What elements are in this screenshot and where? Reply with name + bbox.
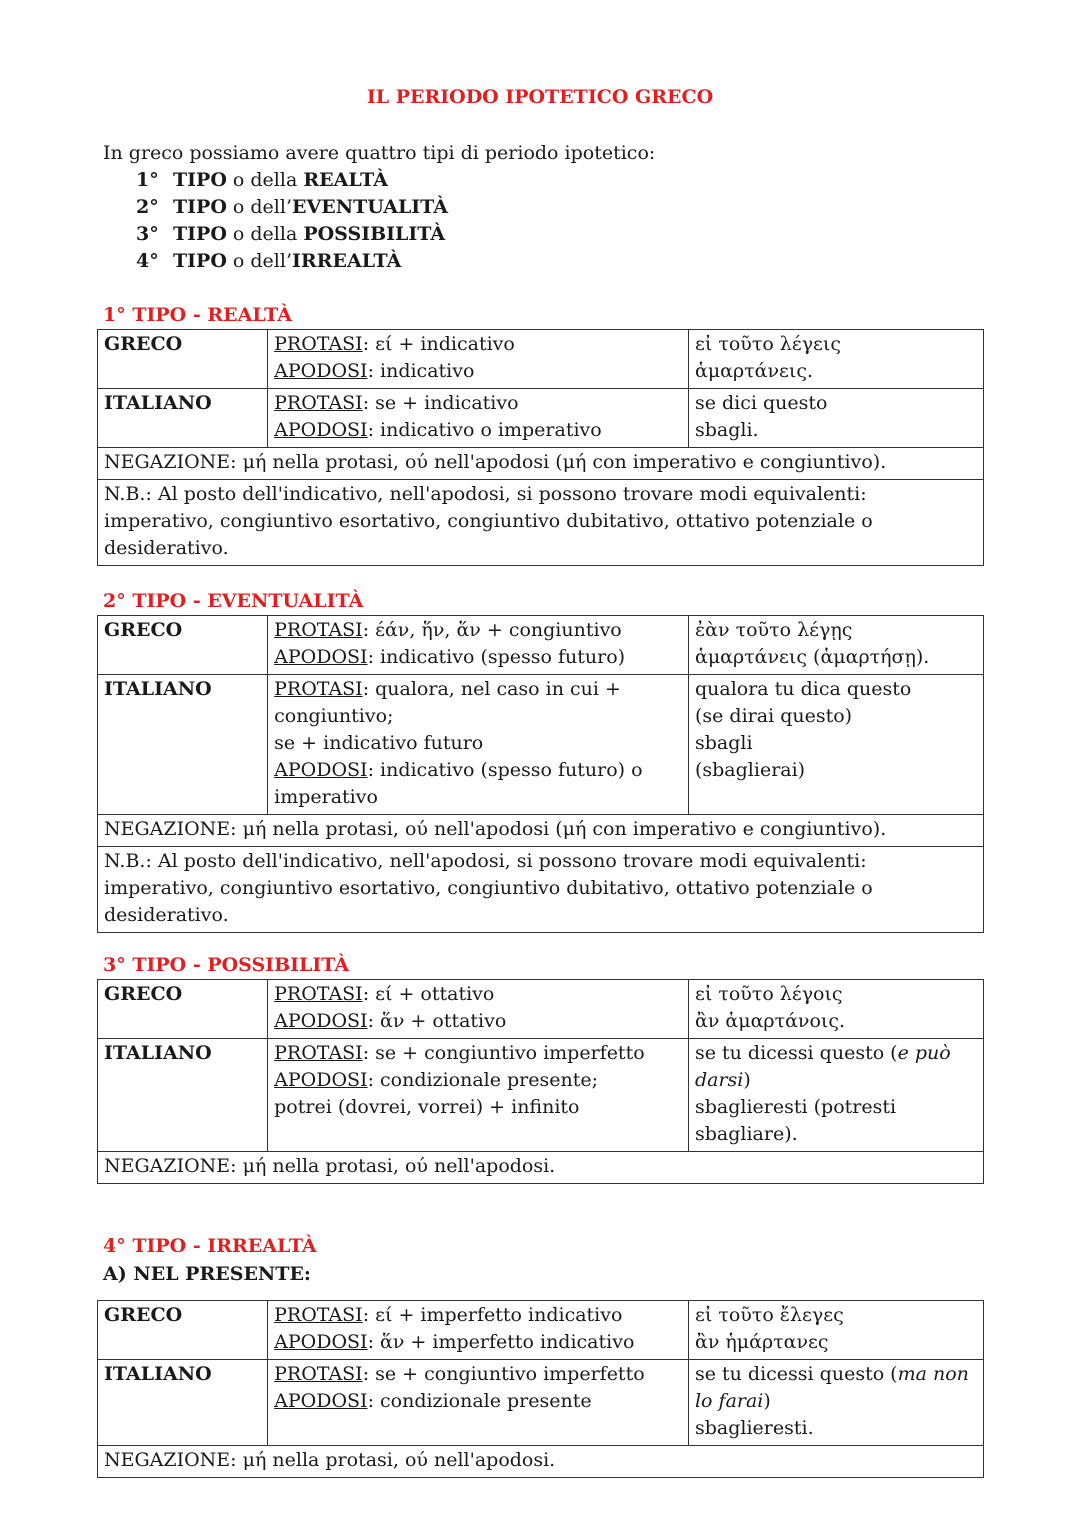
rule-text: : εί + ottativo	[362, 983, 495, 1005]
section-title-possibilita: 3° TIPO - POSSIBILITÀ	[103, 954, 350, 976]
lang-cell: GRECO	[98, 330, 268, 389]
example-line: sbaglieresti.	[694, 1417, 814, 1439]
rule-text: : indicativo (spesso futuro) o imperativo	[274, 759, 643, 808]
table-eventualita	[97, 615, 984, 933]
list-tipo: TIPO	[173, 250, 227, 272]
section-title-eventualita: 2° TIPO - EVENTUALITÀ	[103, 590, 364, 612]
example-line: ἐὰν τοῦτο λέγῃς	[694, 619, 853, 641]
apodosi-label: APODOSI	[274, 1390, 368, 1412]
table-row	[98, 1446, 984, 1478]
example-line: ἂν ἁμαρτάνοις.	[694, 1010, 846, 1032]
protasi-label: PROTASI	[274, 1304, 363, 1326]
example-line: (se dirai questo)	[694, 705, 853, 727]
example-line: qualora tu dica questo	[694, 678, 912, 700]
rule-text: potrei (dovrei, vorrei) + infinito	[274, 1096, 580, 1118]
protasi-label: PROTASI	[274, 333, 363, 355]
list-name: POSSIBILITÀ	[303, 223, 446, 245]
rule-cell	[268, 389, 689, 448]
lang-cell: ITALIANO	[98, 1360, 268, 1446]
example-line: se tu dicessi questo (ma non lo farai)	[694, 1363, 969, 1412]
nb-cell: N.B.: Al posto dell'indicativo, nell'apodosi, si possono trovare modi equivalenti: imperativo, congiuntivo esortativo, congiuntivo dubitativo, ottativo potenziale o desiderativo.	[98, 847, 984, 933]
intro-lead: In greco possiamo avere quattro tipi di periodo ipotetico:	[103, 142, 656, 164]
rule-text: : condizionale presente;	[367, 1069, 599, 1091]
protasi-label: PROTASI	[274, 983, 363, 1005]
table-realta	[97, 329, 984, 566]
table-row	[98, 480, 984, 566]
rule-cell	[268, 616, 689, 675]
list-tipo: TIPO	[173, 196, 227, 218]
italic-note: e può darsi	[694, 1042, 951, 1091]
lang-cell: GRECO	[98, 1301, 268, 1360]
rule-text: : se + congiuntivo imperfetto	[362, 1363, 645, 1385]
example-line: se dici questo	[694, 392, 828, 414]
list-number: 4°	[136, 250, 159, 272]
list-item	[103, 194, 655, 221]
example-line: ἂν ἡμάρτανες	[694, 1331, 829, 1353]
rule-text: : εί + imperfetto indicativo	[362, 1304, 623, 1326]
rule-text: : εί + indicativo	[362, 333, 515, 355]
protasi-label: PROTASI	[274, 619, 363, 641]
example-line: εἰ τοῦτο ἔλεγες	[694, 1304, 844, 1326]
example-cell	[688, 1039, 983, 1152]
table-irrealta	[97, 1300, 984, 1478]
protasi-label: PROTASI	[274, 1363, 363, 1385]
example-line: ἁμαρτάνεις (ἁμαρτήσῃ).	[694, 646, 930, 668]
negazione-cell: NEGAZIONE: μή nella protasi, ού nell'apodosi (μή con imperativo e congiuntivo).	[98, 815, 984, 847]
subsection-title: A) NEL PRESENTE:	[103, 1263, 311, 1285]
rule-text: se + indicativo futuro	[274, 732, 484, 754]
negazione-cell: NEGAZIONE: μή nella protasi, ού nell'apodosi.	[98, 1152, 984, 1184]
list-item	[103, 221, 655, 248]
example-line: se tu dicessi questo (e può darsi)	[694, 1042, 951, 1091]
nb-cell: N.B.: Al posto dell'indicativo, nell'apodosi, si possono trovare modi equivalenti: imperativo, congiuntivo esortativo, congiuntivo dubitativo, ottativo potenziale o desiderativo.	[98, 480, 984, 566]
protasi-label: PROTASI	[274, 1042, 363, 1064]
table-row	[98, 330, 984, 389]
protasi-label: PROTASI	[274, 392, 363, 414]
apodosi-label: APODOSI	[274, 1069, 368, 1091]
lang-cell: ITALIANO	[98, 675, 268, 815]
example-line: ἁμαρτάνεις.	[694, 360, 814, 382]
rule-cell	[268, 1301, 689, 1360]
example-cell	[688, 616, 983, 675]
example-line: sbagli	[694, 732, 753, 754]
table-row	[98, 1301, 984, 1360]
apodosi-label: APODOSI	[274, 360, 368, 382]
list-item	[103, 167, 655, 194]
table-row	[98, 815, 984, 847]
table-row	[98, 980, 984, 1039]
list-tipo: TIPO	[173, 223, 227, 245]
table-row	[98, 1360, 984, 1446]
table-row	[98, 616, 984, 675]
table-row	[98, 1152, 984, 1184]
table-possibilita	[97, 979, 984, 1184]
example-cell	[688, 330, 983, 389]
page-title: IL PERIODO IPOTETICO GRECO	[366, 86, 714, 108]
example-line: εἰ τοῦτο λέγεις	[694, 333, 841, 355]
table-row	[98, 448, 984, 480]
example-cell	[688, 1360, 983, 1446]
apodosi-label: APODOSI	[274, 1010, 368, 1032]
example-line: sbaglieresti (potresti sbagliare).	[694, 1096, 897, 1145]
example-cell	[688, 675, 983, 815]
rule-cell	[268, 1039, 689, 1152]
rule-text: : se + congiuntivo imperfetto	[362, 1042, 645, 1064]
rule-cell	[268, 675, 689, 815]
list-number: 2°	[136, 196, 159, 218]
apodosi-label: APODOSI	[274, 759, 368, 781]
list-mid: o dell’	[226, 250, 292, 272]
list-mid: o della	[226, 169, 304, 191]
example-line: εἰ τοῦτο λέγοις	[694, 983, 843, 1005]
rule-cell	[268, 1360, 689, 1446]
apodosi-label: APODOSI	[274, 1331, 368, 1353]
tipo-list	[103, 167, 655, 275]
list-number: 1°	[136, 169, 159, 191]
list-name: IRREALTÀ	[292, 250, 402, 272]
rule-text: : indicativo	[367, 360, 475, 382]
example-cell	[688, 980, 983, 1039]
apodosi-label: APODOSI	[274, 646, 368, 668]
section-title-realta: 1° TIPO - REALTÀ	[103, 304, 292, 326]
negazione-cell: NEGAZIONE: μή nella protasi, ού nell'apodosi.	[98, 1446, 984, 1478]
rule-text: : έάν, ἥν, ἅν + congiuntivo	[362, 619, 622, 641]
apodosi-label: APODOSI	[274, 419, 368, 441]
rule-text: : qualora, nel caso in cui + congiuntivo;	[274, 678, 621, 727]
rule-text: : indicativo (spesso futuro)	[367, 646, 626, 668]
list-tipo: TIPO	[173, 169, 227, 191]
example-cell	[688, 389, 983, 448]
list-number: 3°	[136, 223, 159, 245]
rule-text: : condizionale presente	[367, 1390, 592, 1412]
lang-cell: GRECO	[98, 616, 268, 675]
rule-cell	[268, 980, 689, 1039]
italic-note: ma non lo farai	[694, 1363, 969, 1412]
list-mid: o della	[226, 223, 304, 245]
list-mid: o dell’	[226, 196, 292, 218]
table-row	[98, 389, 984, 448]
rule-text: : ἅν + ottativo	[367, 1010, 507, 1032]
rule-text: : se + indicativo	[362, 392, 519, 414]
list-item	[103, 248, 655, 275]
section-title-irrealta: 4° TIPO - IRREALTÀ	[103, 1235, 317, 1257]
protasi-label: PROTASI	[274, 678, 363, 700]
example-cell	[688, 1301, 983, 1360]
table-row	[98, 675, 984, 815]
lang-cell: GRECO	[98, 980, 268, 1039]
table-row	[98, 1039, 984, 1152]
list-name: EVENTUALITÀ	[292, 196, 449, 218]
example-line: (sbaglierai)	[694, 759, 806, 781]
list-name: REALTÀ	[303, 169, 388, 191]
intro	[103, 140, 655, 275]
rule-text: : ἅν + imperfetto indicativo	[367, 1331, 635, 1353]
rule-cell	[268, 330, 689, 389]
lang-cell: ITALIANO	[98, 389, 268, 448]
rule-text: : indicativo o imperativo	[367, 419, 602, 441]
table-row	[98, 847, 984, 933]
lang-cell: ITALIANO	[98, 1039, 268, 1152]
negazione-cell: NEGAZIONE: μή nella protasi, ού nell'apodosi (μή con imperativo e congiuntivo).	[98, 448, 984, 480]
example-line: sbagli.	[694, 419, 759, 441]
